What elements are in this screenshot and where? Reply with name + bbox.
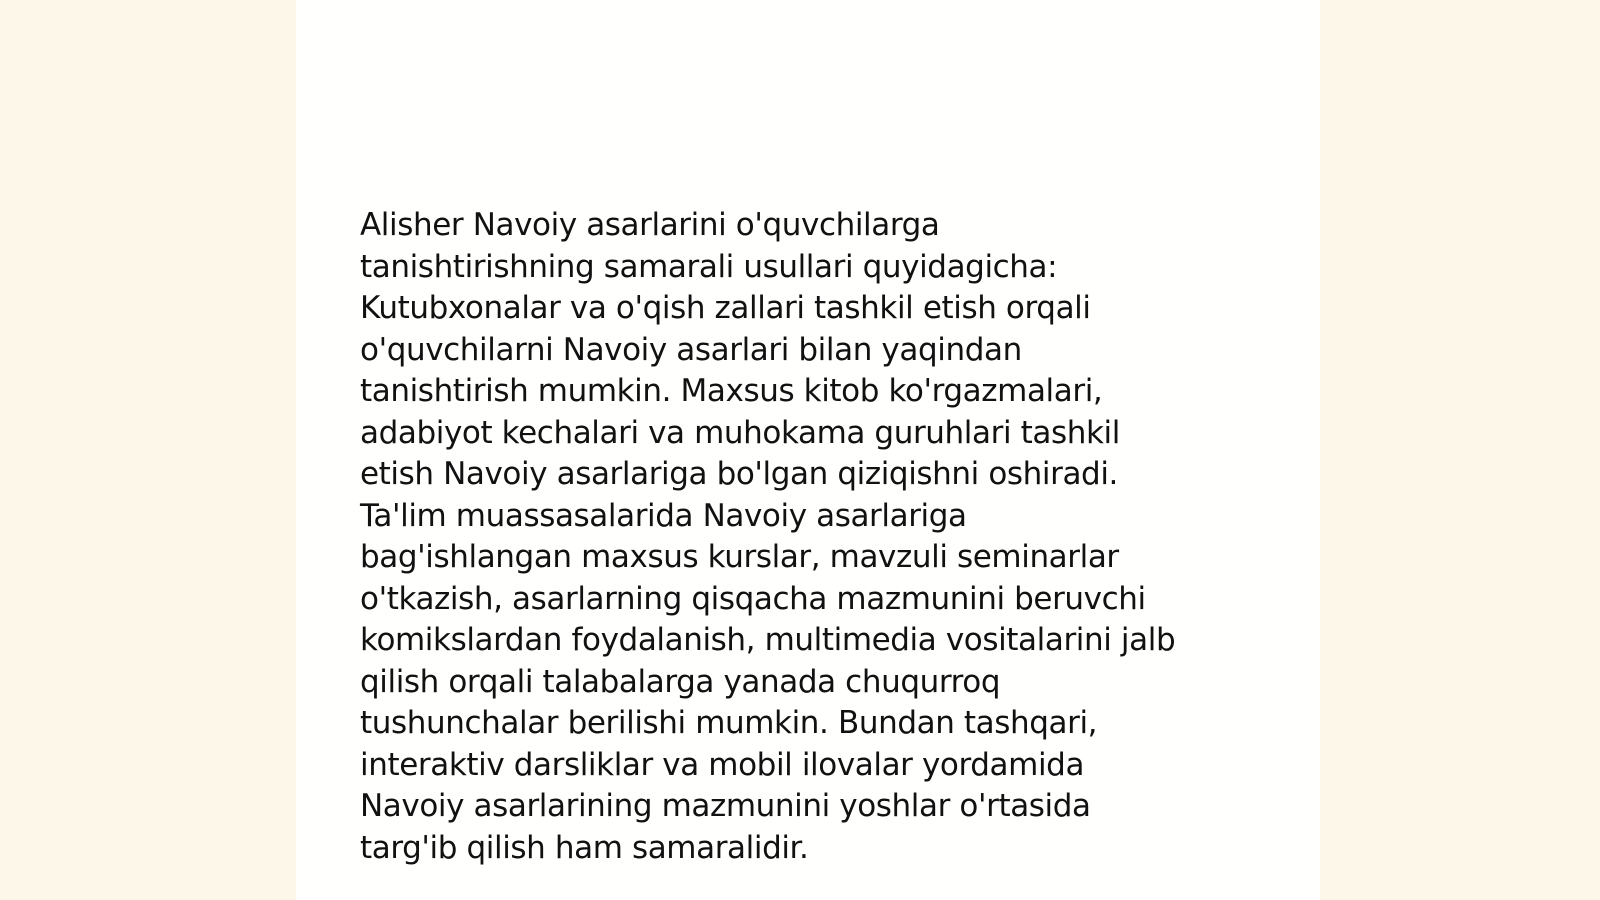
paragraph-line: bag'ishlangan maxsus kurslar, mavzuli seminarlar — [360, 539, 1119, 575]
paragraph-line: targ'ib qilish ham samaralidir. — [360, 829, 809, 866]
paragraph-line: komikslardan foydalanish, multimedia vositalarini jalb — [360, 622, 1176, 658]
paragraph-line: tanishtirishning samarali usullari quyidagicha: — [360, 248, 1058, 285]
paragraph-line: tushunchalar berilishi mumkin. Bundan tashqari, — [360, 705, 1098, 741]
paragraph-line: interaktiv darsliklar va mobil ilovalar yordamida — [360, 746, 1085, 783]
document-page — [296, 0, 1320, 900]
paragraph-line: Navoiy asarlarining mazmunini yoshlar o'rtasida — [360, 788, 1091, 824]
paragraph-line: adabiyot kechalari va muhokama guruhlari tashkil — [360, 414, 1120, 451]
paragraph-line: Ta'lim muassasalarida Navoiy asarlariga — [360, 497, 967, 534]
paragraph-line: qilish orqali talabalarga yanada chuqurroq — [360, 663, 1001, 700]
paragraph-line: tanishtirish mumkin. Maxsus kitob ko'rgazmalari, — [360, 373, 1103, 409]
paragraph-line: Kutubxonalar va o'qish zallari tashkil etish orqali — [360, 290, 1091, 326]
paragraph-line: Alisher Navoiy asarlarini o'quvchilarga — [360, 207, 940, 243]
paragraph-line: o'quvchilarni Navoiy asarlari bilan yaqindan — [360, 331, 1022, 368]
paragraph-line: etish Navoiy asarlariga bo'lgan qiziqishni oshiradi. — [360, 456, 1118, 492]
body-paragraph — [360, 205, 1260, 869]
paragraph-line: o'tkazish, asarlarning qisqacha mazmunini beruvchi — [360, 580, 1146, 617]
